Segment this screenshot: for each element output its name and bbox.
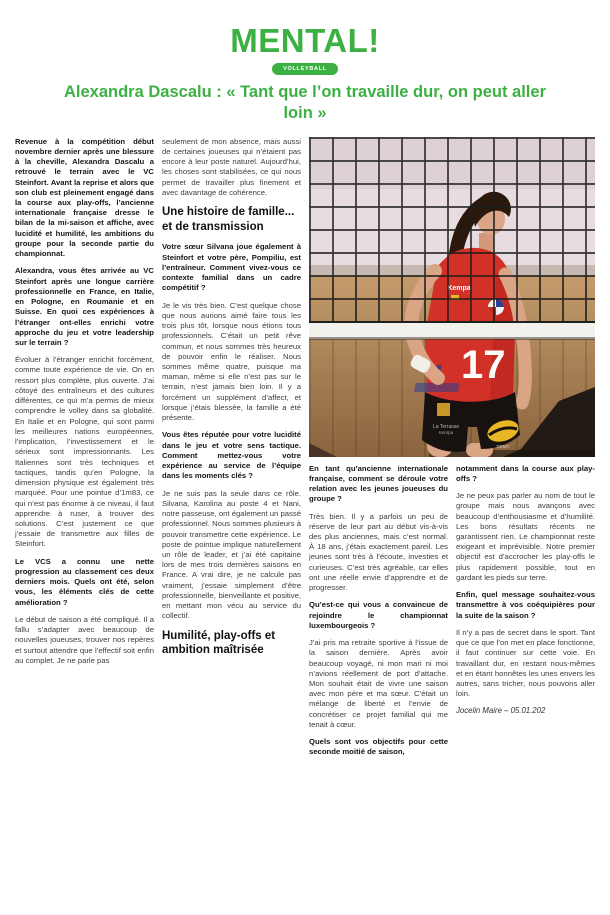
author-credit: Jocelin Maire – 05.01.202 (456, 706, 546, 716)
category-badge: VOLLEYBALL (272, 63, 338, 75)
article-body (15, 137, 595, 765)
interview-answer: Très bien. Il y a parfois un peu de réserve de leur part au début vis-à-vis des plus anciennes, mais c’est normal. À 18 ans, j’étais exactement pareil. Les jeunes sont très à l’écoute, investies et curieuses. C’est très agréable, car elles ont une réelle envie d’apprendre et de progresser. (309, 511, 448, 593)
shorts-sponsor-text: DEMY (496, 443, 510, 449)
photo-and-text-block (309, 137, 595, 765)
interview-answer: Le début de saison a été compliqué. Il a fallu s’adapter avec beaucoup de nouvelles joueuses, trouver nos repères et surtout attendre que l’effectif soit enfin au complet. Je ne parle pas (15, 614, 154, 665)
interview-question: Votre sœur Silvana joue également à Steinfort et votre père, Pompiliu, est l’entraîneur. Comment vivez-vous ce contexte familial dans un cadre compétitif ? (162, 242, 301, 293)
interview-question: notamment dans la course aux play-offs ? (456, 463, 595, 483)
jersey-number: 17 (461, 342, 506, 387)
interview-answer: Je ne peux pas parler au nom de tout le groupe mais nous avançons avec beaucoup d’enthousiasme et d’humilité. Les bons résultats récents ne garantissent rien. Le championnat reste exigeant et imprévisible. Notre premier objectif est d’accrocher les play-offs le plus rapidement possible, tout en gardant les pieds sur terre. (456, 491, 595, 582)
magazine-title: MENTAL! (230, 22, 380, 59)
interview-question: Le VCS a connu une nette progression au classement ces deux derniers mois. Quels ont été, selon vous, les éléments clés de cette amélioration ? (15, 556, 154, 607)
interview-answer: Je le vis très bien. C’est quelque chose que nous aurions aimé faire tous les trois plus tôt, lorsque nous étions tous professionnels. C’était un petit rêve commun, et nous sommes très heureux de pouvoir enfin le réaliser. Nous sommes même quatre, puisque ma maman, même si elle n’est pas sur le terrain, n’est jamais bien loin. Il y a forcément un supplément d’affect, et lorsque j’étais blessée, la famille a été présente. (162, 300, 301, 423)
interview-question: Alexandra, vous êtes arrivée au VC Steinfort après une longue carrière professionnelle en France, en Italie, en Pologne, en Roumanie et en Suisse. En quoi ces expériences à l’étranger ont-elles enrichi votre approche du jeu et votre leadership sur le terrain ? (15, 266, 154, 348)
volleyball-net (309, 137, 595, 340)
lower-columns (309, 464, 595, 765)
article-headline: Alexandra Dascalu : « Tant que l’on travaille dur, on peut aller loin » (64, 83, 546, 122)
column-3 (309, 464, 448, 765)
masthead (15, 24, 595, 124)
interview-answer: Évoluer à l’étranger enrichit forcément, comme toute expérience de vie. On en ressort plus complète, plus ouverte. J’ai côtoyé des entraîneurs et des cultures différentes, ce qui m’a permis de mieux comprendre le volley dans sa globalité. En Italie et en Pologne, qui sont parmi les meilleures nations européennes, l’implication, l’investissement et le sérieux sont impressionnants. Les Italiennes sont très techniques et tactiques, tandis qu’en Pologne, la dimension physique est également très marquée. Pour une pointue d’1m83, ce qui n’est pas énorme à ce niveau, il faut apprendre à ruser, à trouver des solutions. C’est justement ce que j’essaie de transmettre aux filles de Steinfort. (15, 355, 154, 549)
interview-answer: Il n’y a pas de secret dans le sport. Tant que ce que l’on met en place fonctionne, il faut continuer sur cette voie. En travaillant dur, en restant nous-mêmes et en étant honnêtes les unes envers les autres, sans tricher, nous pouvons aller loin. (456, 627, 595, 699)
interview-question: Vous êtes réputée pour votre lucidité dans le jeu et votre sens tactique. Comment mettez-vous votre expérience au service de l’équipe dans les moments clés ? (162, 430, 301, 481)
interview-question: Quels sont vos objectifs pour cette seconde moitié de saison, (309, 737, 448, 757)
interview-question: Enfin, quel message souhaitez-vous transmettre à vos coéquipières pour la suite de la saison ? (456, 590, 595, 620)
interview-question: En tant qu’ancienne internationale française, comment se déroule votre relation avec les jeunes joueuses du groupe ? (309, 463, 448, 504)
intro-paragraph: Revenue à la compétition début novembre dernier après une blessure à la cheville, Alexandra Dascalu a retrouvé le terrain avec le VC Steinfort. Avant la reprise et alors que son club est pleinement engagé dans la course aux play-offs, l’ancienne internationale française dresse le bilan de la mi-saison et affiche, avec lucidité et humilité, les ambitions du groupe pour la seconde partie du championnat. (15, 136, 154, 259)
column-2 (162, 137, 301, 666)
interview-answer: seulement de mon absence, mais aussi de certaines joueuses qui n’étaient pas encore à leur poste naturel. Aujourd’hui, les choses sont stabilisées, ce qui nous permet de travailler plus finement et avec davantage de cohérence. (162, 136, 301, 197)
badge-row (15, 57, 595, 75)
shorts-text-line1: La Terrasse (432, 423, 460, 430)
interview-answer: Je ne suis pas la seule dans ce rôle. Silvana, Karolina au poste 4 et Nani, notre passeuse, ont également un passé professionnel. Nous sommes plusieurs à pouvoir transmettre cette expérience. Le poste de pointue implique naturellement un rôle de leader, et j’ai été capitaine lors de mes trois dernières saisons en France. A vrai dire, je ne calcule pas vraiment, j’essaie simplement d’être professionnelle, bienveillante et positive, en mettant mon vécu au service du collectif. (162, 488, 301, 621)
interview-answer: J’ai pris ma retraite sportive à l’issue de la saison dernière. Après avoir beaucoup voyagé, ni mon mari ni moi n’avions réellement de port d’attache. Mon souhait était de vivre une saison avec mon père et ma sœur. C’était un mélange de liberté et l’envie de concrétiser ce projet familial qui me tenait à cœur. (309, 638, 448, 729)
article-photo (309, 137, 595, 457)
interview-question: Qu’est-ce qui vous a convaincue de rejoindre le championnat luxembourgeois ? (309, 600, 448, 630)
column-1 (15, 137, 154, 673)
column-4 (456, 464, 595, 765)
section-subheading: Une histoire de famille... et de transmission (162, 205, 295, 233)
section-subheading: Humilité, play-offs et ambition maîtrisée (162, 629, 276, 657)
shorts-text-line2: Kempa (438, 429, 454, 435)
